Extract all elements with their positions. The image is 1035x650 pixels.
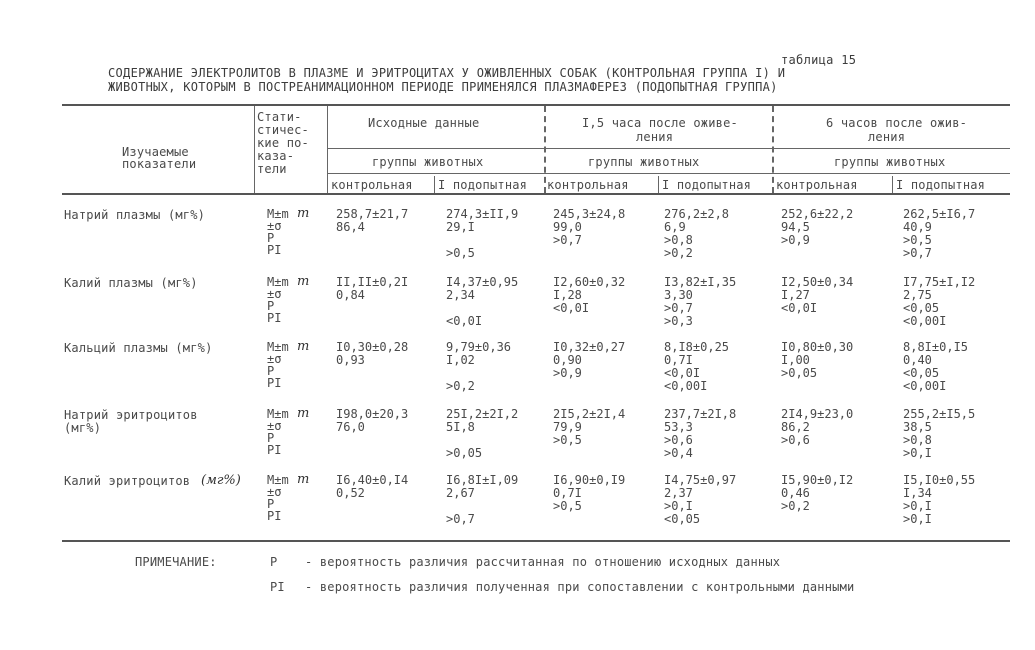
table-cell xyxy=(664,208,729,260)
cell-pi xyxy=(336,315,408,328)
header-experimental-1: I подопытная xyxy=(438,178,528,192)
cell-sigma: 29,I xyxy=(446,220,475,234)
cell-mean: 9,79±0,36 xyxy=(446,340,512,354)
stat-m-handwritten: m xyxy=(297,406,310,421)
table-cell xyxy=(903,208,975,260)
cell-mean: I0,80±0,30 xyxy=(781,340,854,354)
table-cell xyxy=(781,341,853,393)
header-indicator-2: показатели xyxy=(122,157,197,171)
cell-p: >0,6 xyxy=(781,433,810,447)
cell-pi xyxy=(336,447,408,460)
cell-mean: I6,8I±I,09 xyxy=(446,473,519,487)
stat-m-handwritten: m xyxy=(297,206,310,221)
note-label: ПРИМЕЧАНИЕ: xyxy=(135,555,217,569)
header-groups-1: группы животных xyxy=(372,155,484,169)
cell-pi: <0,00I xyxy=(903,379,947,393)
cell-mean: I6,40±0,I4 xyxy=(336,473,409,487)
cell-sigma: 0,40 xyxy=(903,353,932,367)
cell-sigma: 0,90 xyxy=(553,353,582,367)
cell-sigma: 0,7I xyxy=(664,353,693,367)
cell-pi xyxy=(336,380,408,393)
cell-p: >0,5 xyxy=(553,433,582,447)
table-cell xyxy=(664,341,729,393)
cell-mean: 8,I8±0,25 xyxy=(664,340,730,354)
col-divider-periods xyxy=(327,106,328,193)
cell-mean: 274,3±II,9 xyxy=(446,207,519,221)
stat-labels xyxy=(267,474,289,522)
table-cell xyxy=(664,408,736,460)
header-groups-3: группы животных xyxy=(834,155,946,169)
cell-p: >0,9 xyxy=(553,366,582,380)
cell-p: <0,0I xyxy=(781,301,818,315)
cell-mean: 2I5,2±2I,4 xyxy=(553,407,626,421)
cell-p xyxy=(336,367,408,380)
cell-pi: >0,2 xyxy=(664,246,693,260)
header-period-1-5h-2: ления xyxy=(636,130,674,144)
cell-pi xyxy=(336,513,408,526)
stat-label: PI xyxy=(267,376,282,390)
col-divider-stat xyxy=(254,106,255,193)
table-cell xyxy=(446,276,518,328)
cell-pi: >0,3 xyxy=(664,314,693,328)
cell-mean: I5,90±0,I2 xyxy=(781,473,854,487)
row-label-unit-handwritten: (мг%) xyxy=(201,473,241,488)
cell-mean: I2,50±0,34 xyxy=(781,275,854,289)
cell-p: >0,2 xyxy=(781,499,810,513)
cell-p: >0,9 xyxy=(781,233,810,247)
header-control-1: контрольная xyxy=(331,178,413,192)
header-bottom-rule xyxy=(62,193,1010,195)
cell-sigma: 5I,8 xyxy=(446,420,475,434)
cell-pi: >0,2 xyxy=(446,379,475,393)
cell-sigma: 79,9 xyxy=(553,420,582,434)
cell-p: <0,05 xyxy=(903,366,940,380)
stat-label: P xyxy=(267,497,275,511)
cell-mean: 252,6±22,2 xyxy=(781,207,854,221)
col-divider-groups-2 xyxy=(658,176,659,193)
cell-sigma: 2,75 xyxy=(903,288,932,302)
stat-m-handwritten: m xyxy=(297,339,310,354)
cell-pi xyxy=(781,247,853,260)
cell-p xyxy=(336,434,408,447)
header-stat-column: Стати- стичес- кие по- каза- тели xyxy=(257,110,309,176)
cell-mean: I2,60±0,32 xyxy=(553,275,626,289)
cell-p: >0,8 xyxy=(903,433,932,447)
stat-label: ±σ xyxy=(267,287,282,301)
cell-p xyxy=(336,500,408,513)
cell-sigma: 99,0 xyxy=(553,220,582,234)
table-cell xyxy=(336,208,408,260)
cell-pi: <0,00I xyxy=(664,379,708,393)
table-cell xyxy=(903,474,975,526)
cell-mean: 8,8I±0,I5 xyxy=(903,340,969,354)
cell-sigma: I,28 xyxy=(553,288,582,302)
stat-label: ±σ xyxy=(267,219,282,233)
table-cell xyxy=(781,276,853,328)
cell-mean: I5,I0±0,55 xyxy=(903,473,976,487)
stat-labels xyxy=(267,408,289,456)
cell-pi xyxy=(553,247,625,260)
cell-sigma: I,34 xyxy=(903,486,932,500)
cell-mean: 258,7±21,7 xyxy=(336,207,409,221)
cell-pi xyxy=(553,513,625,526)
header-control-2: контрольная xyxy=(547,178,629,192)
table-cell xyxy=(553,408,625,460)
cell-mean: 2I4,9±23,0 xyxy=(781,407,854,421)
table-top-rule xyxy=(62,104,1010,106)
cell-p: >0,I xyxy=(903,499,932,513)
cell-mean: 262,5±I6,7 xyxy=(903,207,976,221)
col-divider-groups-1 xyxy=(434,176,435,193)
stat-label: ±σ xyxy=(267,485,282,499)
cell-mean: II,II±0,2I xyxy=(336,275,409,289)
cell-pi: >0,05 xyxy=(446,446,483,460)
stat-labels xyxy=(267,208,289,256)
cell-sigma: 76,0 xyxy=(336,420,365,434)
stat-label: PI xyxy=(267,509,282,523)
cell-sigma: 3,30 xyxy=(664,288,693,302)
cell-p: >0,5 xyxy=(903,233,932,247)
row-label: Кальций плазмы (мг%) xyxy=(64,341,213,355)
table-cell xyxy=(553,276,625,328)
cell-pi xyxy=(336,247,408,260)
cell-sigma: 0,7I xyxy=(553,486,582,500)
cell-sigma: 6,9 xyxy=(664,220,686,234)
cell-sigma: 86,2 xyxy=(781,420,810,434)
cell-pi: >0,7 xyxy=(446,512,475,526)
header-period-1-5h: I,5 часа после оживе- xyxy=(582,116,738,130)
cell-mean: I6,90±0,I9 xyxy=(553,473,626,487)
header-experimental-3: I подопытная xyxy=(896,178,986,192)
cell-sigma: I,02 xyxy=(446,353,475,367)
stat-labels xyxy=(267,341,289,389)
cell-pi xyxy=(781,315,853,328)
col-divider-groups-3 xyxy=(892,176,893,193)
row-label: Калий эритроцитов xyxy=(64,474,191,488)
cell-sigma: 86,4 xyxy=(336,220,365,234)
cell-pi: <0,05 xyxy=(664,512,701,526)
col-divider-period-3 xyxy=(772,106,774,193)
cell-pi: >0,I xyxy=(903,446,932,460)
cell-p: >0,7 xyxy=(664,301,693,315)
cell-sigma: 0,52 xyxy=(336,486,365,500)
stat-label: P xyxy=(267,431,275,445)
cell-sigma: I,27 xyxy=(781,288,810,302)
table-title-line-2: ЖИВОТНЫХ, КОТОРЫМ В ПОСТРЕАНИМАЦИОННОМ ПЕРИОДЕ ПРИМЕНЯЛСЯ ПЛАЗМАФЕРЕЗ (ПОДОПЫТНАЯ ГРУППА) xyxy=(108,80,778,94)
table-bottom-rule xyxy=(62,540,1010,542)
stat-m-handwritten: m xyxy=(297,472,310,487)
cell-pi xyxy=(553,447,625,460)
cell-p xyxy=(336,302,408,315)
stat-label: M±m xyxy=(267,340,289,354)
cell-sigma: 2,37 xyxy=(664,486,693,500)
table-cell xyxy=(336,276,408,328)
col-divider-period-2 xyxy=(544,106,546,193)
stat-label: PI xyxy=(267,243,282,257)
cell-p: <0,05 xyxy=(903,301,940,315)
header-groups-2: группы животных xyxy=(588,155,700,169)
table-cell xyxy=(446,474,518,526)
note-symbol-p: P xyxy=(270,555,278,569)
table-cell xyxy=(903,408,975,460)
header-period-6h: 6 часов после ожив- xyxy=(826,116,968,130)
cell-sigma: 0,93 xyxy=(336,353,365,367)
cell-pi xyxy=(781,447,853,460)
cell-mean: 237,7±2I,8 xyxy=(664,407,737,421)
cell-p: >0,8 xyxy=(664,233,693,247)
cell-p: >0,5 xyxy=(553,499,582,513)
cell-mean: I0,30±0,28 xyxy=(336,340,409,354)
cell-mean: 276,2±2,8 xyxy=(664,207,730,221)
cell-p: <0,0I xyxy=(553,301,590,315)
cell-mean: 245,3±24,8 xyxy=(553,207,626,221)
stat-label: M±m xyxy=(267,407,289,421)
row-label: Калий плазмы (мг%) xyxy=(64,276,198,290)
cell-p: >0,I xyxy=(664,499,693,513)
cell-mean: I4,75±0,97 xyxy=(664,473,737,487)
table-cell xyxy=(446,208,518,260)
stat-label: P xyxy=(267,231,275,245)
cell-pi xyxy=(781,380,853,393)
row-label: Натрий плазмы (мг%) xyxy=(64,208,206,222)
stat-m-handwritten: m xyxy=(297,274,310,289)
stat-labels xyxy=(267,276,289,324)
cell-sigma: 2,34 xyxy=(446,288,475,302)
cell-mean: I7,75±I,I2 xyxy=(903,275,976,289)
cell-sigma: 0,46 xyxy=(781,486,810,500)
cell-sigma: 2,67 xyxy=(446,486,475,500)
stat-label: P xyxy=(267,364,275,378)
note-text-p: - вероятность различия рассчитанная по отношению исходных данных xyxy=(305,555,781,569)
stat-label: M±m xyxy=(267,207,289,221)
cell-mean: 25I,2±2I,2 xyxy=(446,407,519,421)
table-cell xyxy=(664,474,736,526)
cell-mean: I0,32±0,27 xyxy=(553,340,626,354)
cell-pi xyxy=(553,315,625,328)
cell-p: >0,05 xyxy=(781,366,818,380)
header-experimental-2: I подопытная xyxy=(662,178,752,192)
note-symbol-pi: PI xyxy=(270,580,285,594)
table-label: таблица 15 xyxy=(781,53,857,67)
cell-sigma: 94,5 xyxy=(781,220,810,234)
cell-mean: I4,37±0,95 xyxy=(446,275,519,289)
stat-label: PI xyxy=(267,443,282,457)
table-cell xyxy=(336,341,408,393)
cell-pi: >0,I xyxy=(903,512,932,526)
cell-p: >0,7 xyxy=(553,233,582,247)
table-cell xyxy=(336,408,408,460)
header-period-6h-2: ления xyxy=(868,130,906,144)
cell-mean: I3,82±I,35 xyxy=(664,275,737,289)
table-cell xyxy=(553,474,625,526)
table-cell xyxy=(781,208,853,260)
table-cell xyxy=(664,276,736,328)
table-cell xyxy=(553,341,625,393)
cell-sigma: 40,9 xyxy=(903,220,932,234)
stat-label: M±m xyxy=(267,275,289,289)
cell-pi: <0,0I xyxy=(446,314,483,328)
table-title-line-1: СОДЕРЖАНИЕ ЭЛЕКТРОЛИТОВ В ПЛАЗМЕ И ЭРИТРОЦИТАХ У ОЖИВЛЕННЫХ СОБАК (КОНТРОЛЬНАЯ ГРУППА I) И xyxy=(108,66,786,80)
cell-p: >0,6 xyxy=(664,433,693,447)
cell-p: <0,0I xyxy=(664,366,701,380)
cell-sigma: 53,3 xyxy=(664,420,693,434)
header-control-3: контрольная xyxy=(776,178,858,192)
stat-label: ±σ xyxy=(267,419,282,433)
table-cell xyxy=(903,276,975,328)
table-cell xyxy=(446,408,518,460)
cell-mean: I98,0±20,3 xyxy=(336,407,409,421)
header-rule-2 xyxy=(328,173,1010,174)
stat-label: M±m xyxy=(267,473,289,487)
row-label: Натрий эритроцитов xyxy=(64,408,198,422)
table-cell xyxy=(781,474,853,526)
cell-pi: >0,5 xyxy=(446,246,475,260)
cell-pi xyxy=(553,380,625,393)
cell-mean: 255,2±I5,5 xyxy=(903,407,976,421)
table-cell xyxy=(446,341,511,393)
header-period-initial: Исходные данные xyxy=(368,116,480,130)
cell-sigma: 0,84 xyxy=(336,288,365,302)
stat-label: P xyxy=(267,299,275,313)
cell-p xyxy=(336,234,408,247)
header-rule-1 xyxy=(328,148,1010,149)
cell-pi: >0,7 xyxy=(903,246,932,260)
table-cell xyxy=(781,408,853,460)
cell-pi: <0,00I xyxy=(903,314,947,328)
stat-label: PI xyxy=(267,311,282,325)
stat-label: ±σ xyxy=(267,352,282,366)
cell-sigma: 38,5 xyxy=(903,420,932,434)
table-cell xyxy=(336,474,408,526)
cell-pi: >0,4 xyxy=(664,446,693,460)
table-cell xyxy=(903,341,968,393)
cell-pi xyxy=(781,513,853,526)
note-text-pi: - вероятность различия полученная при сопоставлении с контрольными данными xyxy=(305,580,855,594)
header-indicator-1: Изучаемые xyxy=(122,145,189,159)
row-label-unit: (мг%) xyxy=(64,421,102,435)
table-cell xyxy=(553,208,625,260)
cell-sigma: I,00 xyxy=(781,353,810,367)
